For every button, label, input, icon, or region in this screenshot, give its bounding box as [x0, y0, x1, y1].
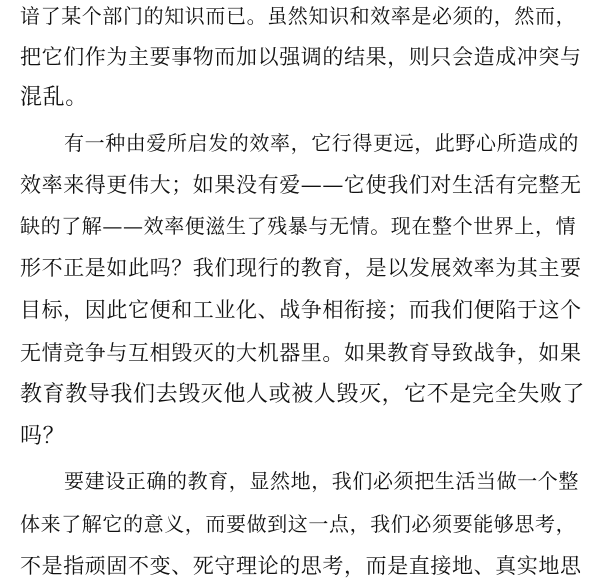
text-line: 谙了某个部门的知识而已。虽然知识和效率是必须的，然而，: [20, 4, 577, 28]
text-line: 体来了解它的意义，而要做到这一点，我们必须要能够思考，: [20, 512, 577, 536]
text-line: 吗？: [20, 424, 66, 449]
text-line: 混乱。: [20, 85, 88, 110]
text-line: 有一种由爱所启发的效率，它行得更远，此野心所造成的: [64, 131, 579, 155]
text-line: 无情竞争与互相毁灭的大机器里。如果教育导致战争，如果: [20, 341, 582, 365]
text-line: 要建设正确的教育，显然地，我们必须把生活当做一个整: [64, 469, 579, 493]
text-line: 不是指顽固不变、死守理论的思考，而是直接地、真实地思: [20, 554, 582, 578]
text-line: 把它们作为主要事物而加以强调的结果，则只会造成冲突与: [20, 45, 582, 69]
text-line: 目标，因此它便和工业化、战争相衔接；而我们便陷于这个: [20, 298, 582, 322]
text-line: 形不正是如此吗？我们现行的教育，是以发展效率为其主要: [20, 256, 582, 280]
text-line: 效率来得更伟大；如果没有爱——它使我们对生活有完整无: [20, 173, 582, 197]
text-line: 缺的了解——效率便滋生了残暴与无情。现在整个世界上，情: [20, 214, 577, 238]
text-line: 教育教导我们去毁灭他人或被人毁灭，它不是完全失败了: [20, 382, 586, 407]
